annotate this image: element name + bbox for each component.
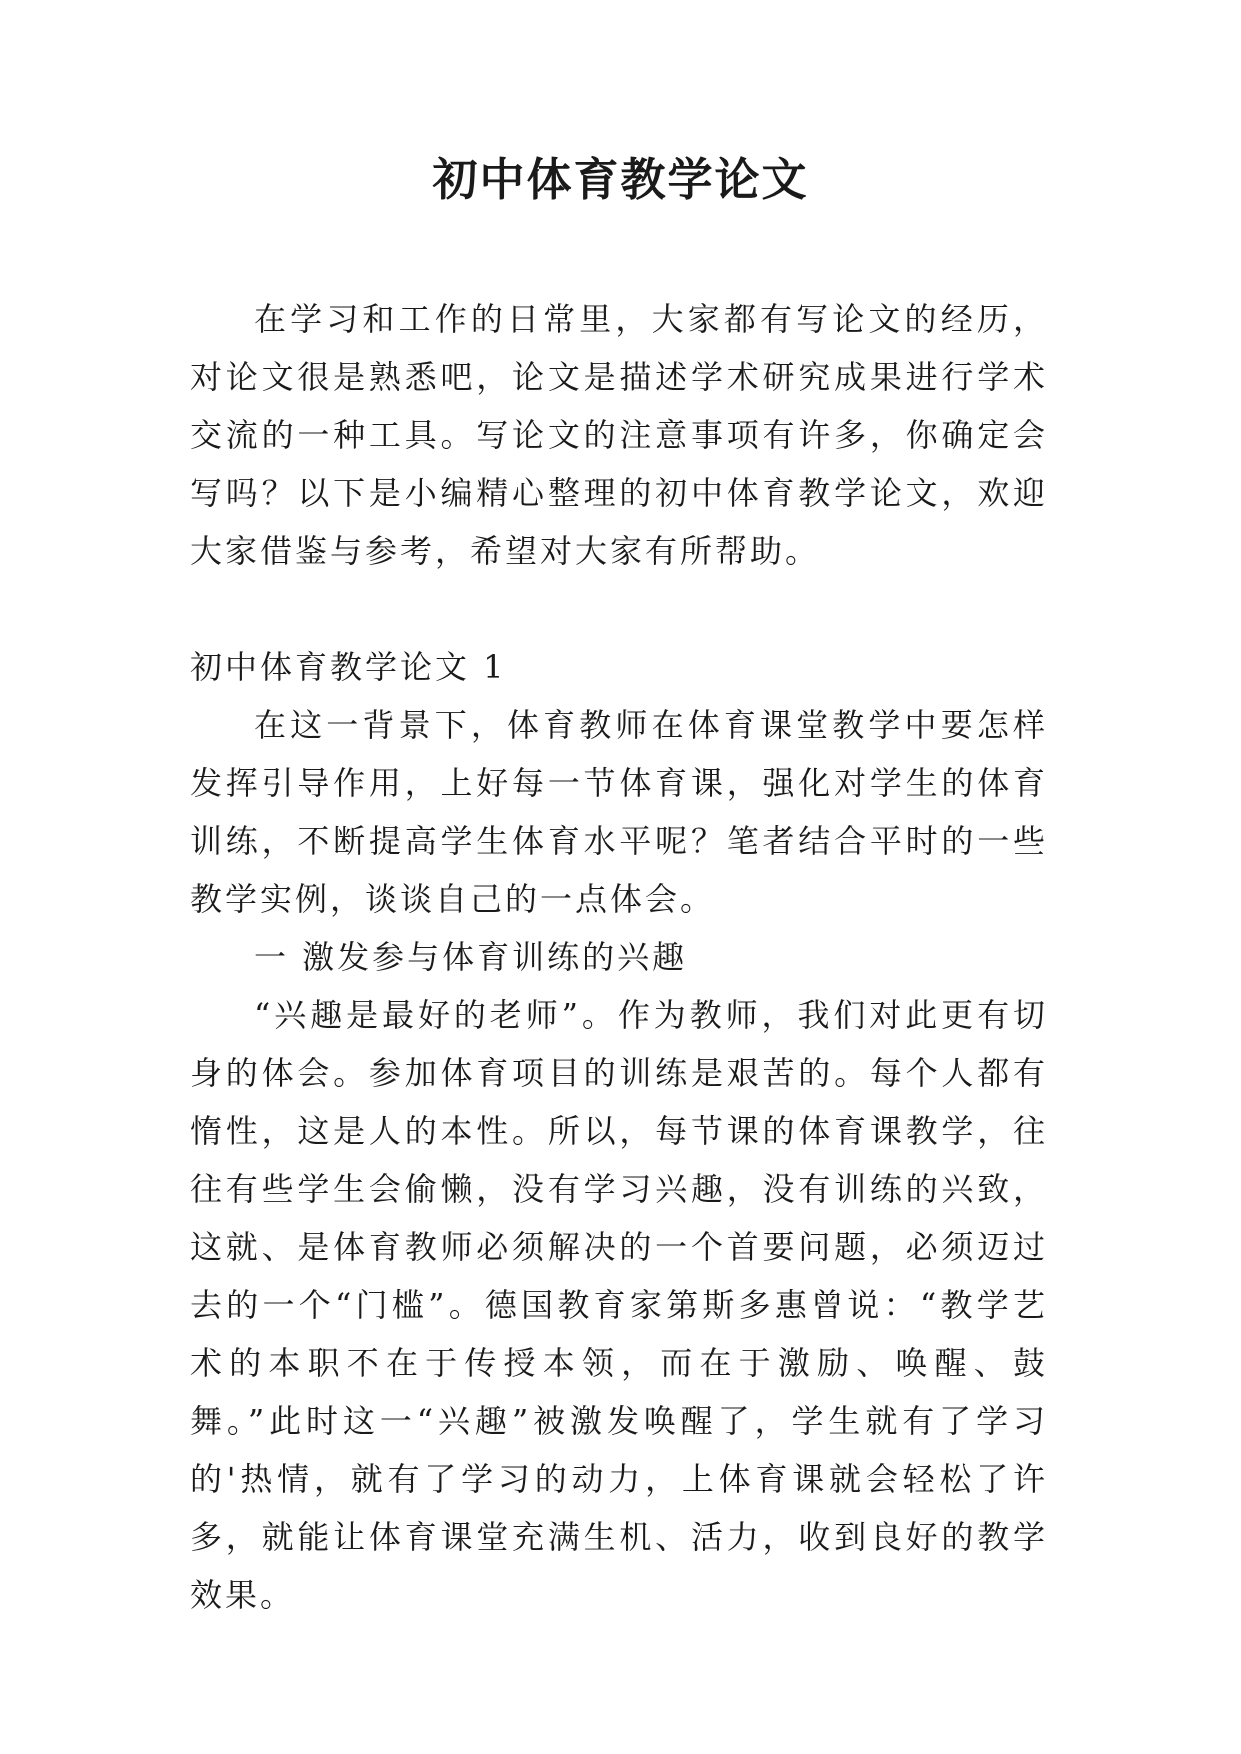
section-paragraph-2: “兴趣是最好的老师”。作为教师，我们对此更有切身的体会。参加体育项目的训练是艰苦的。每个人都有惰性，这是人的本性。所以，每节课的体育课教学，往往有些学生会偷懒，没有学习兴趣，没有训练的兴致，这就、是体育教师必须解决的一个首要问题，必须迈过去的一个“门槛”。德国教育家第斯多惠曾说：“教学艺术的本职不在于传授本领，而在于激励、唤醒、鼓舞。”此时这一“兴趣”被激发唤醒了，学生就有了学习的'热情，就有了学习的动力，上体育课就会轻松了许多，就能让体育课堂充满生机、活力，收到良好的教学效果。 <box>190 996 1048 1614</box>
section-paragraph-1: 在这一背景下，体育教师在体育课堂教学中要怎样发挥引导作用，上好每一节体育课，强化对学生的体育训练，不断提高学生体育水平呢？笔者结合平时的一些教学实例，谈谈自己的一点体会。 <box>190 706 1048 918</box>
intro-paragraph: 在学习和工作的日常里，大家都有写论文的经历，对论文很是熟悉吧，论文是描述学术研究成果进行学术交流的一种工具。写论文的注意事项有许多，你确定会写吗？以下是小编精心整理的初中体育教学论文，欢迎大家借鉴与参考，希望对大家有所帮助。 <box>190 300 1048 570</box>
document-body <box>190 290 1048 1624</box>
document-title: 初中体育教学论文 <box>432 153 809 206</box>
section-subheading: 一 激发参与体育训练的兴趣 <box>254 938 688 976</box>
section-title: 初中体育教学论文 1 <box>190 648 507 686</box>
